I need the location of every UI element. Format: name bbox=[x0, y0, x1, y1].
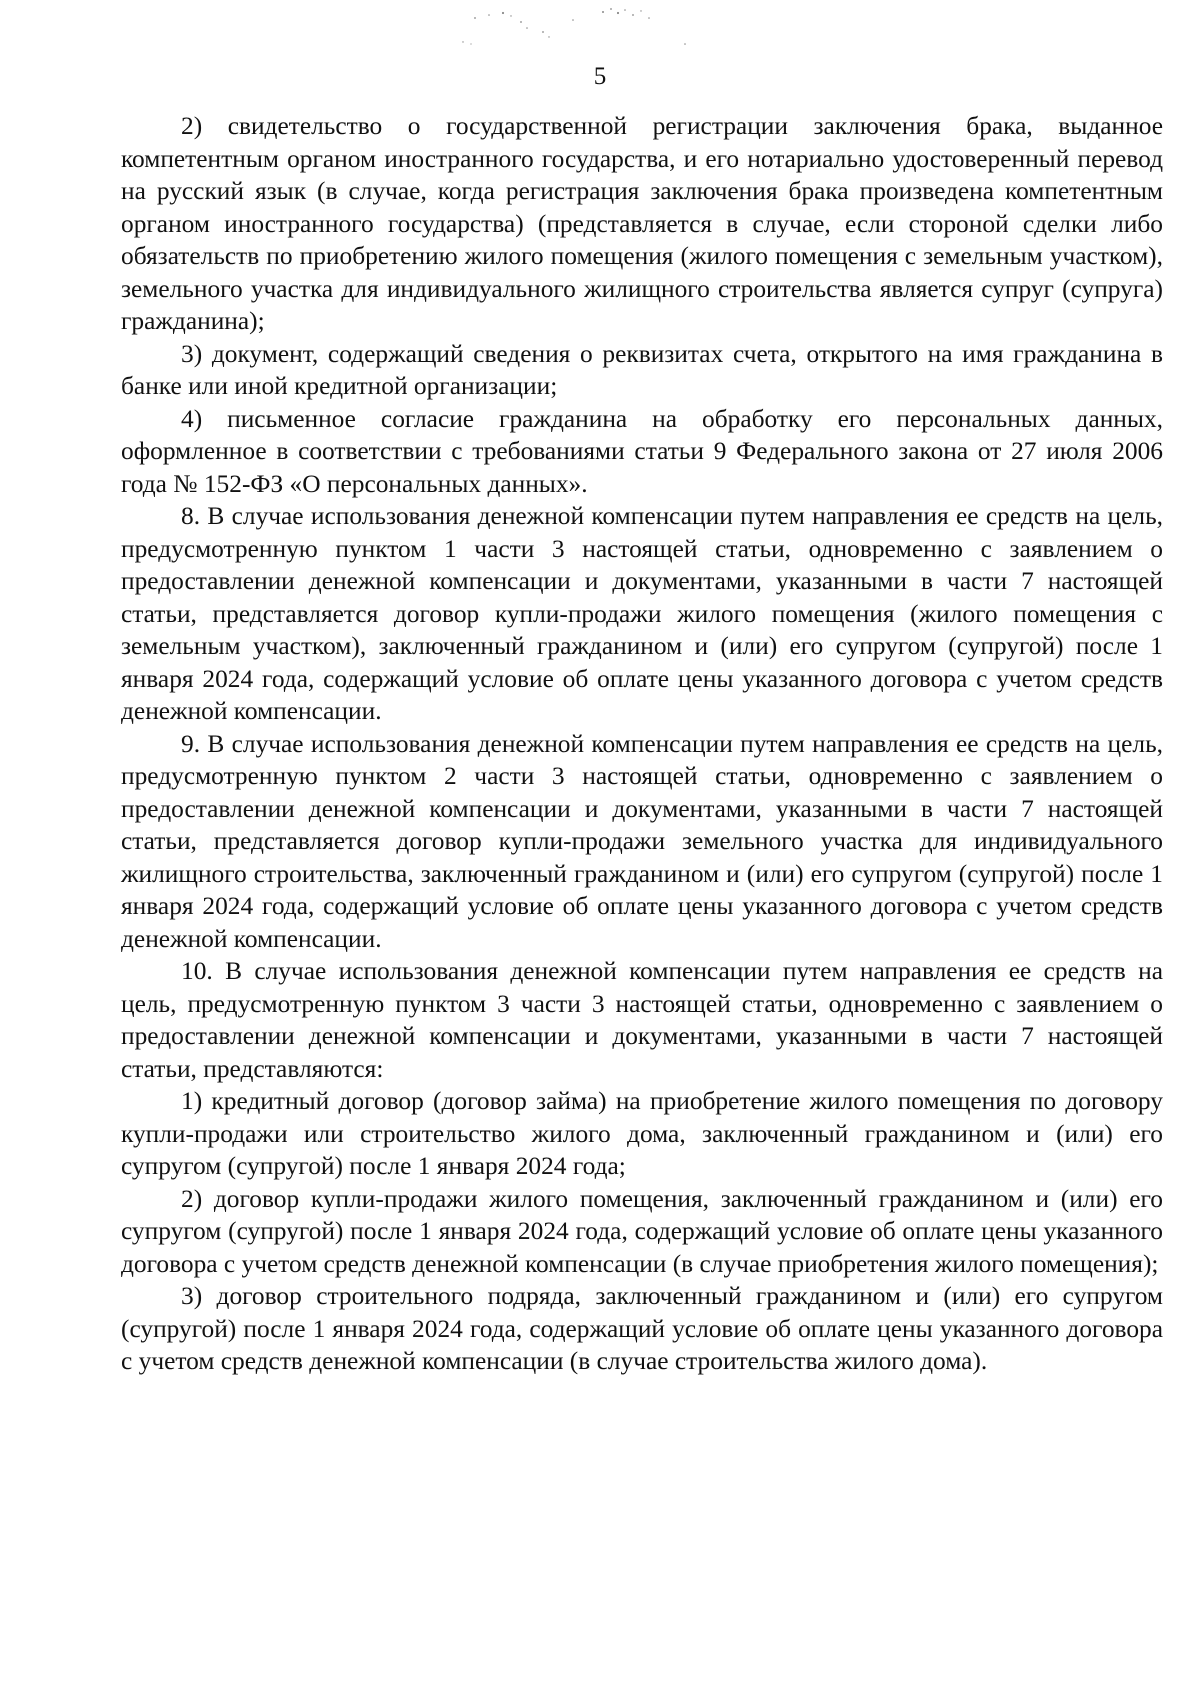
paragraph-item-2-marriage-certificate: 2) свидетельство о государственной регистрации заключения брака, выданное компетентным органом иностранного государства, и его нотариально удостоверенный перевод на русский язык (в случае, когда регистрация заключения брака произведена компетентным органом иностранного государства) (представляется в случае, если стороной сделки либо обязательств по приобретению жилого помещения (жилого помещения с земельным участком), земельного участка для индивидуального жилищного строительства является супруг (супруга) гражданина); bbox=[121, 112, 1163, 335]
paragraph-item-4-personal-data-consent: 4) письменное согласие гражданина на обработку его персональных данных, оформленное в соответствии с требованиями статьи 9 Федерального закона от 27 июля 2006 года № 152-ФЗ «О персональных данных». bbox=[121, 404, 1163, 498]
scan-artifact-noise bbox=[455, 4, 715, 48]
paragraph-item-3-bank-details: 3) документ, содержащий сведения о реквизитах счета, открытого на имя гражданина в банке или иной кредитной организации; bbox=[121, 339, 1163, 400]
paragraph-part-9: 9. В случае использования денежной компенсации путем направления ее средств на цель, предусмотренную пунктом 2 части 3 настоящей статьи, одновременно с заявлением о предоставлении денежной компенсации и документами, указанными в части 7 настоящей статьи, представляется договор купли-продажи земельного участка для индивидуального жилищного строительства, заключенный гражданином и (или) его супругом (супругой) после 1 января 2024 года, содержащий условие об оплате цены указанного договора с учетом средств денежной компенсации. bbox=[121, 729, 1163, 953]
document-body bbox=[121, 110, 1163, 1378]
paragraph-part-10-item-3: 3) договор строительного подряда, заключенный гражданином и (или) его супругом (супругой) после 1 января 2024 года, содержащий условие об оплате цены указанного договора с учетом средств денежной компенсации (в случае строительства жилого дома). bbox=[121, 1282, 1163, 1375]
paragraph-part-8: 8. В случае использования денежной компенсации путем направления ее средств на цель, предусмотренную пунктом 1 части 3 настоящей статьи, одновременно с заявлением о предоставлении денежной компенсации и документами, указанными в части 7 настоящей статьи, представляется договор купли-продажи жилого помещения (жилого помещения с земельным участком), заключенный гражданином и (или) его супругом (супругой) после 1 января 2024 года, содержащий условие об оплате цены указанного договора с учетом средств денежной компенсации. bbox=[121, 502, 1163, 725]
paragraph-part-10: 10. В случае использования денежной компенсации путем направления ее средств на цель, предусмотренную пунктом 3 части 3 настоящей статьи, одновременно с заявлением о предоставлении денежной компенсации и документами, указанными в части 7 настоящей статьи, представляются: bbox=[121, 957, 1163, 1083]
paragraph-part-10-item-1: 1) кредитный договор (договор займа) на приобретение жилого помещения по договору купли-продажи или строительство жилого дома, заключенный гражданином и (или) его супругом (супругой) после 1 января 2024 года; bbox=[121, 1087, 1163, 1180]
page-number: 5 bbox=[593, 63, 607, 90]
paragraph-part-10-item-2: 2) договор купли-продажи жилого помещения, заключенный гражданином и (или) его супругом (супругой) после 1 января 2024 года, содержащий условие об оплате цены указанного договора с учетом средств денежной компенсации (в случае приобретения жилого помещения); bbox=[121, 1184, 1163, 1278]
